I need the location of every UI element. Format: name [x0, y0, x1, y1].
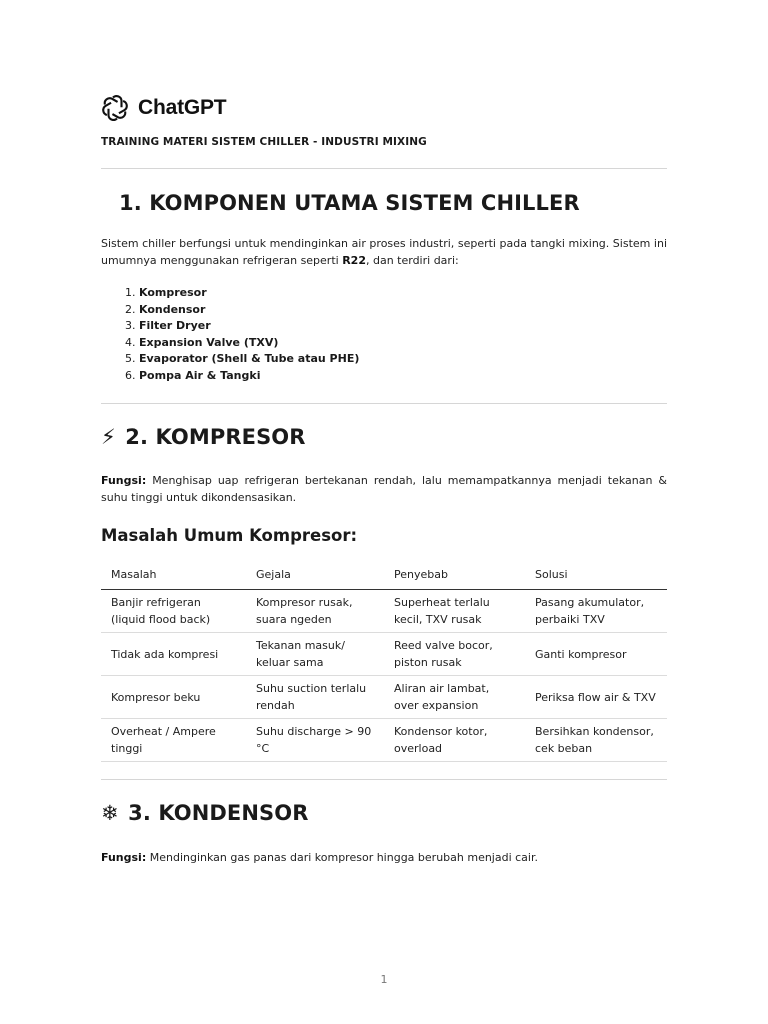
table-row [101, 590, 667, 633]
table-cell: Periksa flow air & TXV [525, 676, 667, 719]
divider [101, 779, 667, 780]
divider [101, 168, 667, 169]
list-item: 1. Kompresor [139, 285, 359, 302]
table-cell: Bersihkan kondensor, cek beban [525, 719, 667, 762]
table-cell: Reed valve bocor, piston rusak [384, 633, 525, 676]
table-cell: Banjir refrigeran (liquid flood back) [101, 590, 246, 633]
list-item: 3. Filter Dryer [139, 318, 359, 335]
component-list [101, 285, 359, 384]
table-cell: Suhu discharge > 90 °C [246, 719, 384, 762]
list-item: 5. Evaporator (Shell & Tube atau PHE) [139, 351, 359, 368]
divider [101, 403, 667, 404]
table-row [101, 633, 667, 676]
table-cell: Overheat / Ampere tinggi [101, 719, 246, 762]
list-item: 4. Expansion Valve (TXV) [139, 335, 359, 352]
table-cell: Kompresor beku [101, 676, 246, 719]
section-2-title: 2. KOMPRESOR [125, 425, 306, 449]
table-cell: Kompresor rusak, suara ngeden [246, 590, 384, 633]
section-3-fungsi [101, 849, 667, 866]
table-header-row [101, 560, 667, 590]
table-cell: Tidak ada kompresi [101, 633, 246, 676]
intro-text: Sistem chiller berfungsi untuk mendinginkan air proses industri, seperti pada tangki mixing. Sistem ini umumnya menggunakan refrigeran seperti [101, 237, 667, 267]
issues-table [101, 560, 667, 762]
column-header: Gejala [246, 560, 384, 590]
fungsi-label: Fungsi: [101, 474, 147, 487]
table-cell: Ganti kompresor [525, 633, 667, 676]
section-1-intro [101, 235, 667, 269]
table-cell: Aliran air lambat, over expansion [384, 676, 525, 719]
column-header: Solusi [525, 560, 667, 590]
column-header: Penyebab [384, 560, 525, 590]
snowflake-icon: ❄ [101, 801, 119, 825]
table-cell: Suhu suction terlalu rendah [246, 676, 384, 719]
table-cell: Superheat terlalu kecil, TXV rusak [384, 590, 525, 633]
list-item: 2. Kondensor [139, 302, 359, 319]
intro-text-end: , dan terdiri dari: [365, 254, 459, 267]
section-3-title: 3. KONDENSOR [128, 801, 309, 825]
table-cell: Pasang akumulator, perbaiki TXV [525, 590, 667, 633]
section-2-fungsi [101, 472, 667, 506]
table-row [101, 676, 667, 719]
document-title: TRAINING MATERI SISTEM CHILLER - INDUSTRI MIXING [101, 136, 427, 148]
lightning-icon: ⚡ [101, 425, 116, 449]
page-number: 1 [380, 973, 388, 986]
list-item: 6. Pompa Air & Tangki [139, 368, 359, 385]
fungsi-text: Menghisap uap refrigeran bertekanan rendah, lalu memampatkannya menjadi tekanan & suhu tinggi untuk dikondensasikan. [101, 474, 667, 504]
fungsi-text: Mendinginkan gas panas dari kompresor hingga berubah menjadi cair. [146, 851, 538, 864]
refrigerant-name: R22 [342, 254, 366, 267]
table-cell: Tekanan masuk/ keluar sama [246, 633, 384, 676]
section-3-heading [101, 801, 308, 825]
openai-knot-icon [101, 94, 129, 122]
column-header: Masalah [101, 560, 246, 590]
table-cell: Kondensor kotor, overload [384, 719, 525, 762]
subheading-masalah: Masalah Umum Kompresor: [101, 526, 358, 545]
section-2-heading [101, 425, 306, 449]
brand-name: ChatGPT [138, 96, 227, 119]
fungsi-label: Fungsi: [101, 851, 147, 864]
brand-header [101, 94, 226, 122]
table-row [101, 719, 667, 762]
section-1-heading: 1. KOMPONEN UTAMA SISTEM CHILLER [119, 191, 580, 215]
